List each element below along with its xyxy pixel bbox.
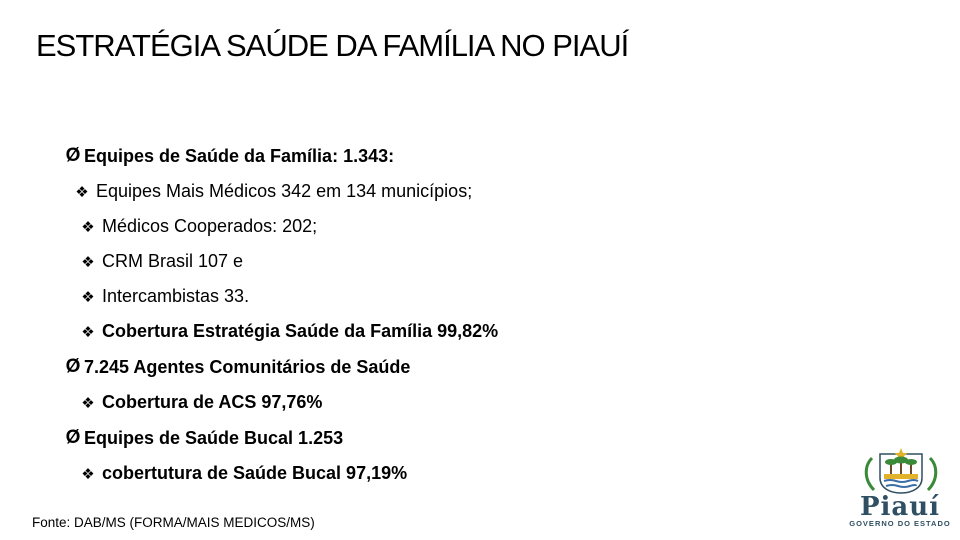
logo-subtitle: GOVERNO DO ESTADO [849,519,951,528]
list-item [64,145,394,167]
list-item-text: Equipes Mais Médicos 342 em 134 municípios; [96,181,473,201]
diamond-bullet-icon: ❖ [81,323,95,341]
diamond-bullet-icon: ❖ [75,183,89,201]
diamond-bullet-icon: ❖ [81,288,95,306]
list-item-text: Equipes de Saúde da Família: 1.343: [84,145,395,166]
slide-title: ESTRATÉGIA SAÚDE DA FAMÍLIA NO PIAUÍ [36,28,629,63]
list-item-text: Intercambistas 33. [102,286,250,306]
list-item [80,286,249,307]
arrow-bullet-icon: Ø [65,145,81,166]
diamond-bullet-icon: ❖ [81,465,95,483]
diamond-bullet-icon: ❖ [81,253,95,271]
list-item [80,251,243,272]
list-item [64,356,410,378]
list-item [80,392,322,413]
list-item-text: CRM Brasil 107 e [102,251,244,271]
list-item-text: 7.245 Agentes Comunitários de Saúde [84,356,411,377]
arrow-bullet-icon: Ø [65,427,81,448]
list-item-text: Cobertura de ACS 97,76% [102,392,323,412]
list-item [80,321,498,342]
source-note: Fonte: DAB/MS (FORMA/MAIS MEDICOS/MS) [32,515,315,530]
list-item-text: cobertutura de Saúde Bucal 97,19% [102,463,408,483]
piaui-coat-of-arms-icon [846,448,956,494]
arrow-bullet-icon: Ø [65,356,81,377]
list-item [64,427,343,449]
list-item [74,181,472,202]
list-item [80,216,317,237]
piaui-government-logo [846,448,956,530]
list-item-text: Cobertura Estratégia Saúde da Família 99,82% [102,321,499,341]
diamond-bullet-icon: ❖ [81,218,95,236]
list-item-text: Equipes de Saúde Bucal 1.253 [84,427,344,448]
logo-wordmark: Piauí [859,492,941,522]
list-item [80,463,407,484]
list-item-text: Médicos Cooperados: 202; [102,216,318,236]
diamond-bullet-icon: ❖ [81,394,95,412]
